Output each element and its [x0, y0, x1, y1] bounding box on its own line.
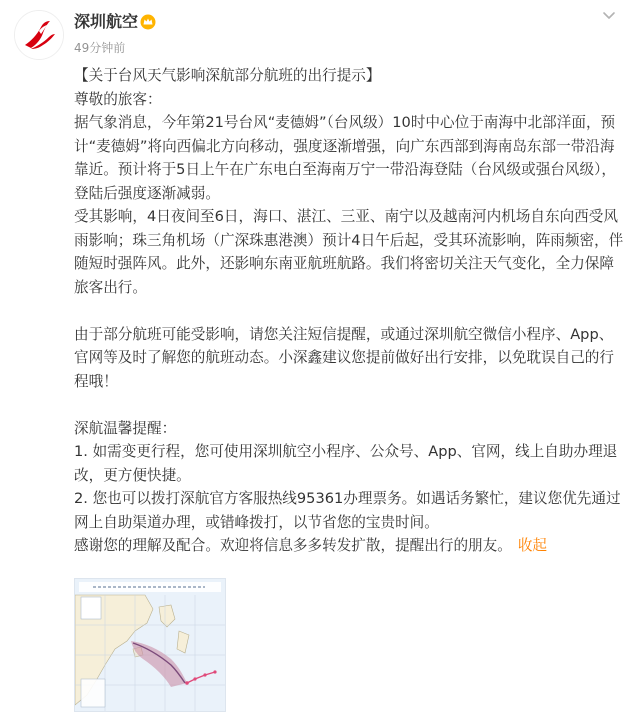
paragraph-gap [74, 299, 624, 323]
typhoon-track-map-image[interactable] [74, 578, 226, 712]
post-content [74, 64, 624, 558]
tips-title: 深航温馨提醒： [74, 419, 177, 437]
chevron-down-icon[interactable] [600, 6, 618, 24]
post-header [0, 0, 634, 66]
post-paragraph-impact: 受其影响，4日夜间至6日，海口、湛江、三亚、南宁以及越南河内机场自东向西受风雨影响；珠三角机场（广深珠惠港澳）预计4日午后起，受其环流影响，阵雨频密，伴随短时强阵风。此外，还影响东南亚航班航路。我们将密切关注天气变化，全力保障旅客出行。 [74, 208, 624, 296]
closing-text: 感谢您的理解及配合。欢迎将信息多多转发扩散，提醒出行的朋友。 [74, 537, 512, 554]
post-paragraph-weather: 据气象消息，今年第21号台风“麦德姆”（台风级）10时中心位于南海中北部洋面，预计“麦德姆”将向西偏北方向移动，强度逐渐增强，向广东西部到海南岛东部一带沿海靠近。预计将于5日上午在广东电白至海南万宁一带沿海登陆（台风级或强台风级），登陆后强度逐渐减弱。 [74, 114, 616, 202]
collapse-link[interactable]: 收起 [517, 537, 548, 554]
account-name[interactable]: 深圳航空 [74, 12, 139, 31]
avatar[interactable] [14, 10, 64, 60]
verified-crown-icon [140, 14, 156, 30]
typhoon-map-graphic [75, 579, 225, 711]
post-greeting: 尊敬的旅客： [74, 90, 162, 108]
tip-item-1: 1. 如需变更行程，您可使用深圳航空小程序、公众号、App、官网，线上自助办理退改，更方便快捷。 [74, 443, 618, 484]
post-time[interactable]: 49分钟前 [74, 41, 126, 55]
post-closing [74, 534, 624, 558]
tip-item-2: 2. 您也可以拨打深航官方客服热线95361办理票务。如遇话务繁忙，建议您优先通过网上自助渠道办理，或错峰拨打，以节省您的宝贵时间。 [74, 490, 621, 531]
post-title: 【关于台风天气影响深航部分航班的出行提示】 [74, 67, 381, 84]
shenzhen-airlines-logo-icon [15, 11, 63, 59]
post-paragraph-notice: 由于部分航班可能受影响，请您关注短信提醒，或通过深圳航空微信小程序、App、官网等及时了解您的航班动态。小深鑫建议您提前做好出行安排，以免耽误自己的行程哦！ [74, 325, 614, 390]
paragraph-gap [74, 393, 624, 417]
